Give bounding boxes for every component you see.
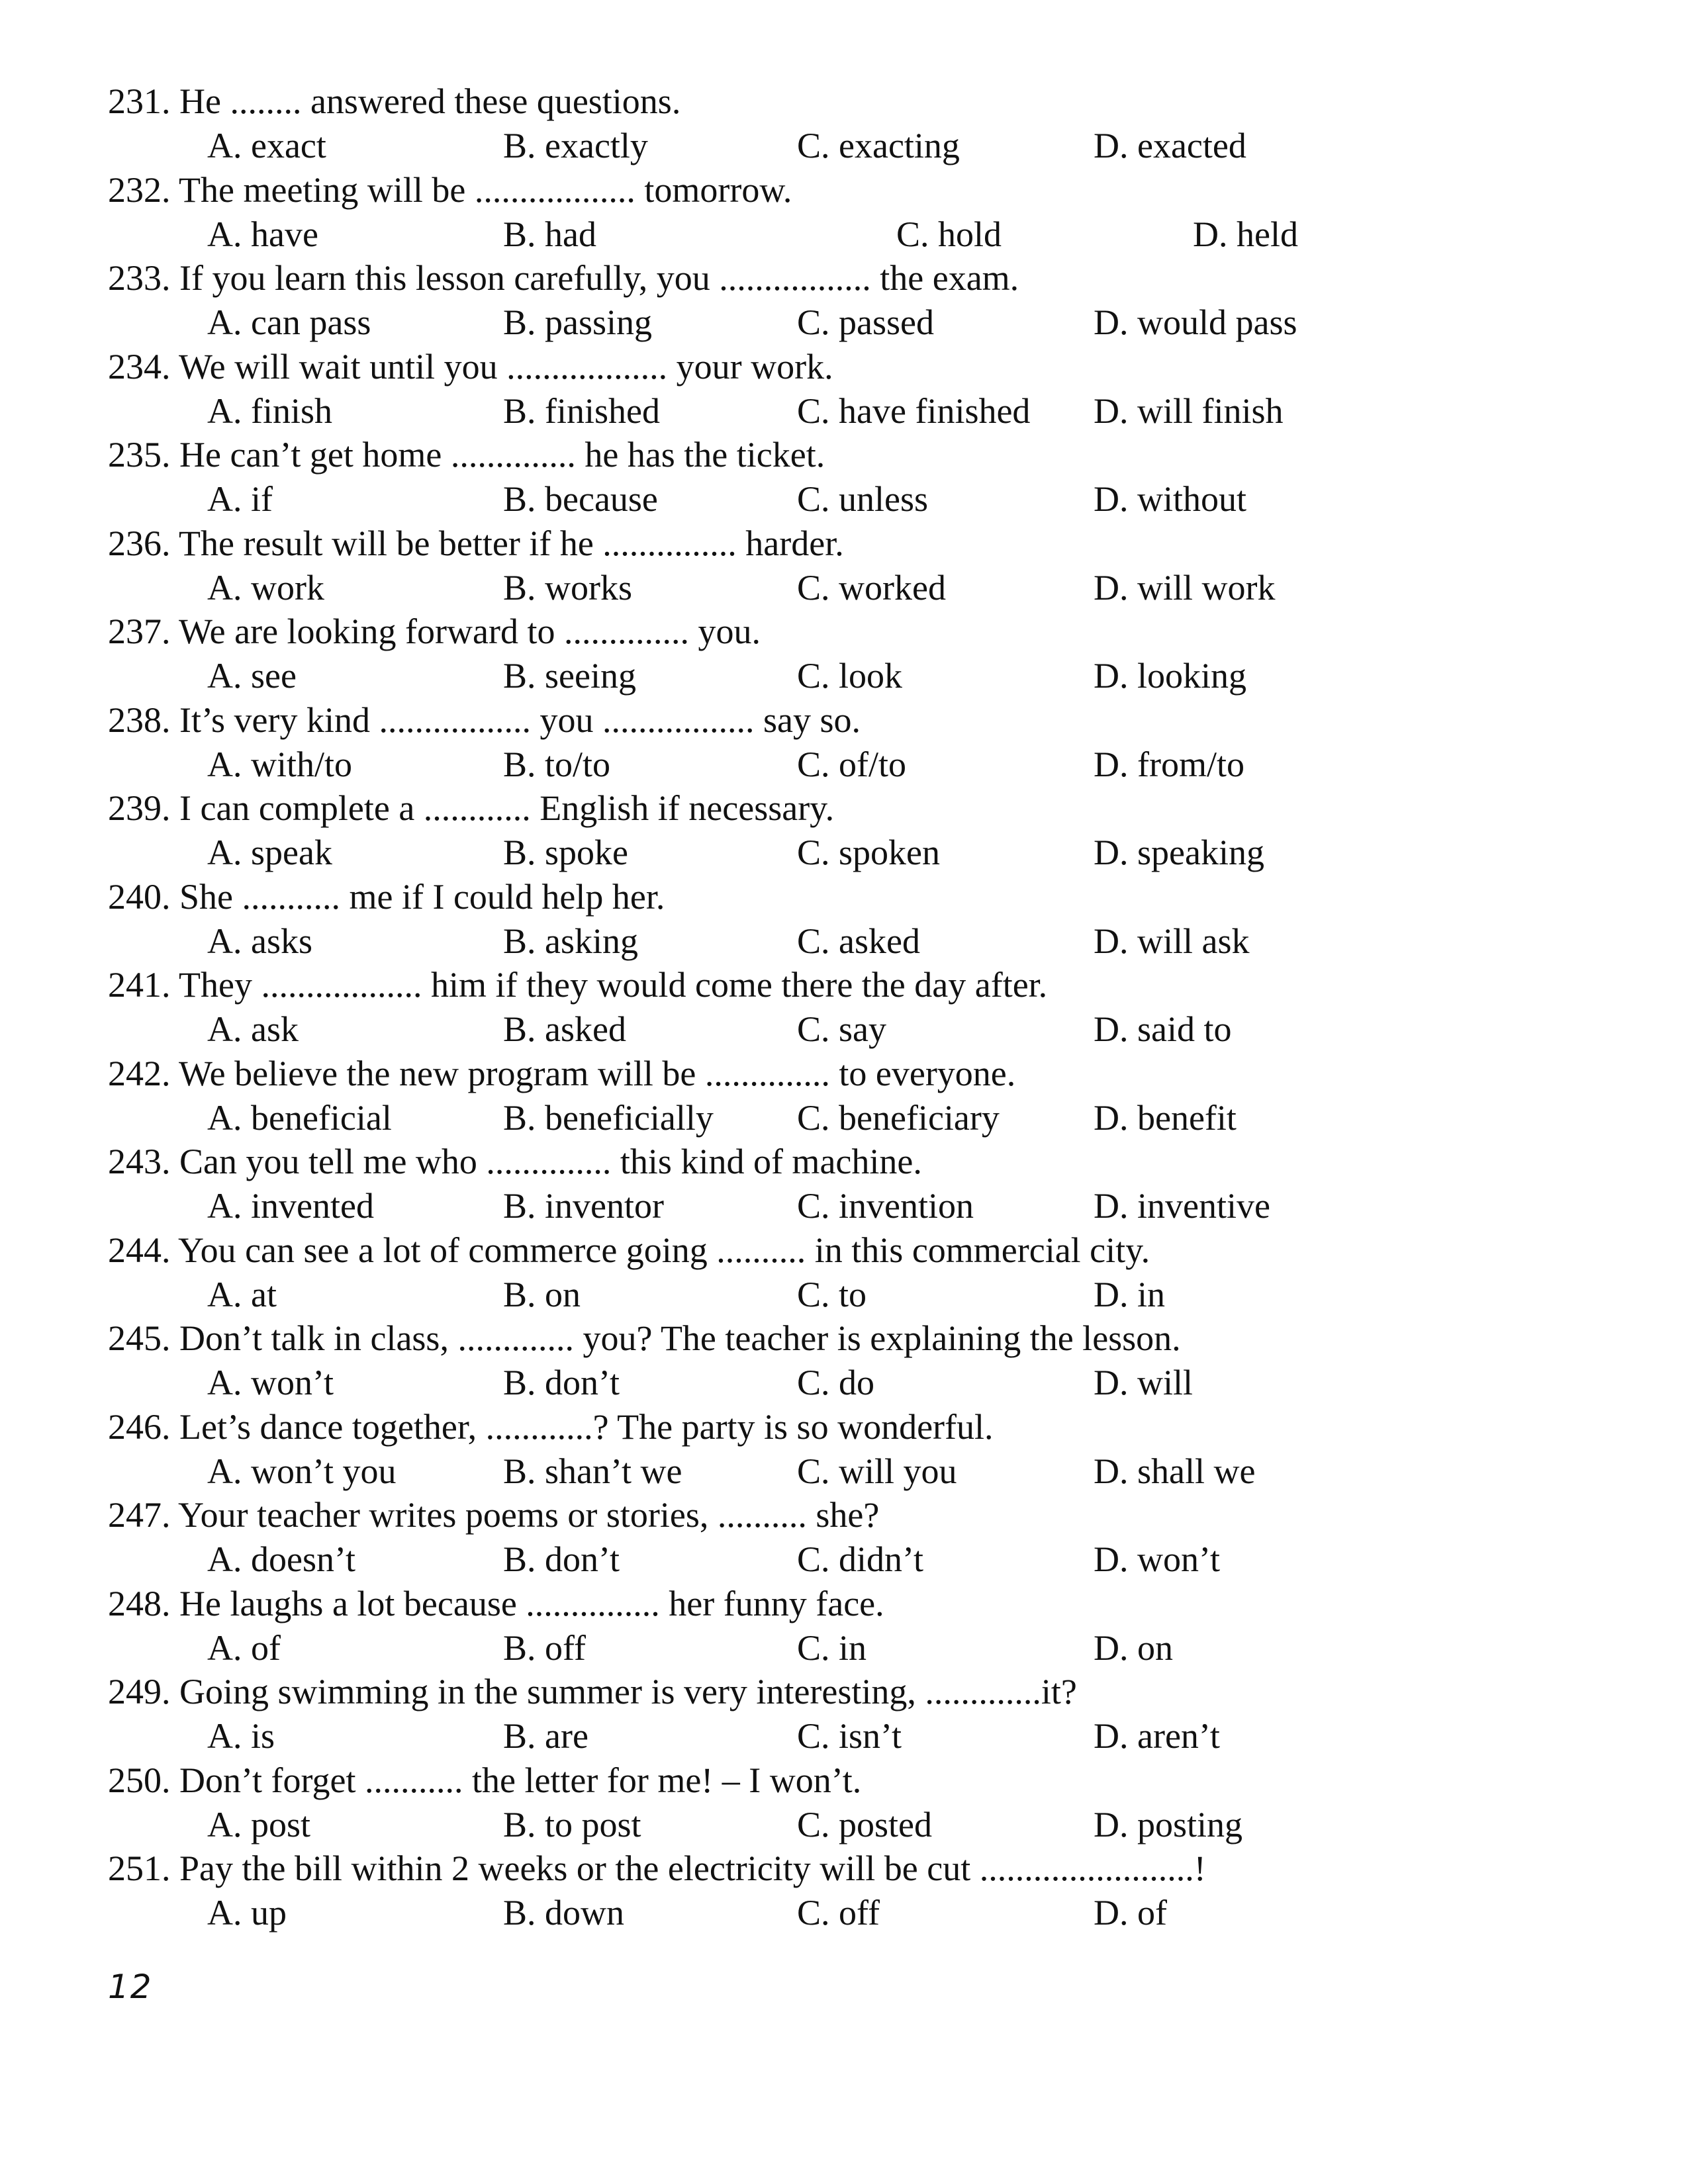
- answer-option-b: B. seeing: [503, 656, 636, 696]
- answer-option-d: D. speaking: [1094, 833, 1264, 872]
- question-stem: 240. She ........... me if I could help her.: [108, 876, 665, 917]
- answer-option-d: D. held: [1193, 214, 1298, 254]
- answer-option-b: B. to post: [503, 1804, 641, 1844]
- answer-option-a: A. with/to: [207, 744, 353, 784]
- question-stem: 235. He can’t get home .............. he has the ticket.: [108, 435, 825, 475]
- answer-option-c: C. do: [797, 1363, 875, 1402]
- answer-option-c: C. of/to: [797, 744, 907, 784]
- question-stem: 232. The meeting will be .................. tomorrow.: [108, 169, 792, 210]
- question-stem: 244. You can see a lot of commerce going .......... in this commercial city.: [108, 1230, 1150, 1270]
- answer-option-b: B. asked: [503, 1009, 626, 1049]
- answer-option-d: D. in: [1094, 1274, 1165, 1314]
- answer-option-d: D. aren’t: [1094, 1716, 1220, 1756]
- answer-option-b: B. inventor: [503, 1186, 664, 1226]
- answer-option-b: B. don’t: [503, 1539, 620, 1579]
- question-stem: 243. Can you tell me who .............. this kind of machine.: [108, 1142, 922, 1181]
- answer-option-b: B. beneficially: [503, 1097, 714, 1138]
- question-stem: 248. He laughs a lot because ............... her funny face.: [108, 1583, 884, 1623]
- answer-option-a: A. post: [207, 1804, 311, 1844]
- question-stem: 246. Let’s dance together, ............? The party is so wonderful.: [108, 1406, 994, 1447]
- answer-option-b: B. asking: [503, 921, 639, 961]
- answer-option-d: D. will work: [1094, 567, 1276, 608]
- question-stem: 233. If you learn this lesson carefully, you ................. the exam.: [108, 258, 1019, 298]
- answer-option-a: A. have: [207, 214, 318, 254]
- answer-option-c: C. beneficiary: [797, 1097, 1000, 1138]
- question-stem: 249. Going swimming in the summer is very interesting, .............it?: [108, 1672, 1077, 1711]
- answer-option-c: C. invention: [797, 1186, 974, 1226]
- answer-option-a: A. at: [207, 1274, 277, 1314]
- answer-option-d: D. would pass: [1094, 302, 1297, 342]
- answer-option-d: D. will finish: [1094, 390, 1284, 431]
- answer-option-c: C. asked: [797, 921, 920, 961]
- answer-option-b: B. down: [503, 1893, 625, 1933]
- answer-option-b: B. had: [503, 214, 596, 254]
- answer-option-c: C. exacting: [797, 126, 960, 165]
- answer-option-b: B. finished: [503, 390, 660, 431]
- answer-option-d: D. from/to: [1094, 744, 1244, 784]
- answer-option-d: D. posting: [1094, 1804, 1243, 1844]
- answer-option-b: B. because: [503, 479, 658, 519]
- question-stem: 242. We believe the new program will be .............. to everyone.: [108, 1053, 1016, 1093]
- answer-option-d: D. benefit: [1094, 1097, 1237, 1138]
- question-stem: 239. I can complete a ............ English if necessary.: [108, 788, 835, 828]
- answer-option-c: C. isn’t: [797, 1716, 902, 1756]
- answer-option-a: A. won’t you: [207, 1451, 397, 1491]
- answer-option-d: D. will ask: [1094, 921, 1250, 961]
- question-stem: 237. We are looking forward to .............. you.: [108, 612, 761, 651]
- answer-option-a: A. won’t: [207, 1363, 334, 1402]
- answer-option-b: B. spoke: [503, 833, 628, 872]
- answer-option-d: D. won’t: [1094, 1539, 1221, 1579]
- answer-option-b: B. shan’t we: [503, 1451, 682, 1491]
- answer-option-b: B. on: [503, 1274, 581, 1314]
- answer-option-c: C. posted: [797, 1804, 933, 1844]
- answer-option-c: C. passed: [797, 302, 934, 342]
- question-stem: 245. Don’t talk in class, ............. you? The teacher is explaining the lesson.: [108, 1318, 1181, 1358]
- answer-option-c: C. worked: [797, 567, 946, 608]
- answer-option-b: B. off: [503, 1627, 586, 1668]
- answer-option-d: D. said to: [1094, 1009, 1232, 1049]
- answer-option-c: C. look: [797, 656, 903, 696]
- answer-option-c: C. have finished: [797, 390, 1031, 431]
- page-number: 12: [108, 1968, 153, 2006]
- answer-option-b: B. to/to: [503, 744, 611, 784]
- question-stem: 251. Pay the bill within 2 weeks or the electricity will be cut ........................!: [108, 1848, 1206, 1888]
- question-stem: 238. It’s very kind ................. you ................. say so.: [108, 700, 861, 740]
- answer-option-a: A. invented: [207, 1186, 374, 1226]
- answer-option-c: C. will you: [797, 1451, 957, 1491]
- answer-option-a: A. finish: [207, 390, 332, 431]
- answer-option-a: A. beneficial: [207, 1097, 392, 1138]
- question-stem: 247. Your teacher writes poems or stories, .......... she?: [108, 1495, 880, 1535]
- answer-option-b: B. don’t: [503, 1363, 620, 1402]
- answer-option-d: D. looking: [1094, 656, 1247, 696]
- answer-option-a: A. exact: [207, 126, 326, 165]
- answer-option-b: B. are: [503, 1716, 588, 1756]
- answer-option-a: A. ask: [207, 1009, 299, 1049]
- answer-option-a: A. asks: [207, 921, 312, 961]
- answer-option-d: D. inventive: [1094, 1186, 1270, 1226]
- answer-option-a: A. up: [207, 1893, 287, 1933]
- answer-option-d: D. of: [1094, 1893, 1167, 1933]
- answer-option-a: A. doesn’t: [207, 1539, 355, 1579]
- answer-option-a: A. see: [207, 656, 297, 696]
- answer-option-c: C. in: [797, 1627, 867, 1668]
- answer-option-b: B. exactly: [503, 126, 648, 165]
- answer-option-a: A. if: [207, 479, 273, 519]
- answer-option-c: C. off: [797, 1893, 880, 1933]
- answer-option-b: B. passing: [503, 302, 653, 342]
- answer-option-d: D. without: [1094, 479, 1247, 519]
- answer-option-a: A. speak: [207, 833, 332, 872]
- answer-option-d: D. on: [1094, 1627, 1173, 1668]
- question-stem: 241. They .................. him if they would come there the day after.: [108, 965, 1048, 1005]
- answer-option-a: A. can pass: [207, 302, 371, 342]
- question-stem: 234. We will wait until you .................. your work.: [108, 346, 833, 387]
- answer-option-c: C. unless: [797, 479, 929, 519]
- question-stem: 236. The result will be better if he ............... harder.: [108, 523, 844, 563]
- answer-option-c: C. didn’t: [797, 1539, 924, 1579]
- answer-option-c: C. hold: [896, 214, 1002, 254]
- answer-option-d: D. shall we: [1094, 1451, 1256, 1491]
- answer-option-a: A. work: [207, 567, 324, 608]
- answer-option-b: B. works: [503, 567, 633, 608]
- answer-option-d: D. will: [1094, 1363, 1194, 1402]
- answer-option-a: A. is: [207, 1716, 275, 1756]
- question-stem: 231. He ........ answered these questions.: [108, 81, 681, 121]
- answer-option-a: A. of: [207, 1627, 281, 1668]
- answer-option-c: C. to: [797, 1274, 867, 1314]
- answer-option-d: D. exacted: [1094, 126, 1246, 165]
- answer-option-c: C. say: [797, 1009, 886, 1049]
- answer-option-c: C. spoken: [797, 833, 940, 872]
- question-stem: 250. Don’t forget ........... the letter for me! – I won’t.: [108, 1760, 862, 1800]
